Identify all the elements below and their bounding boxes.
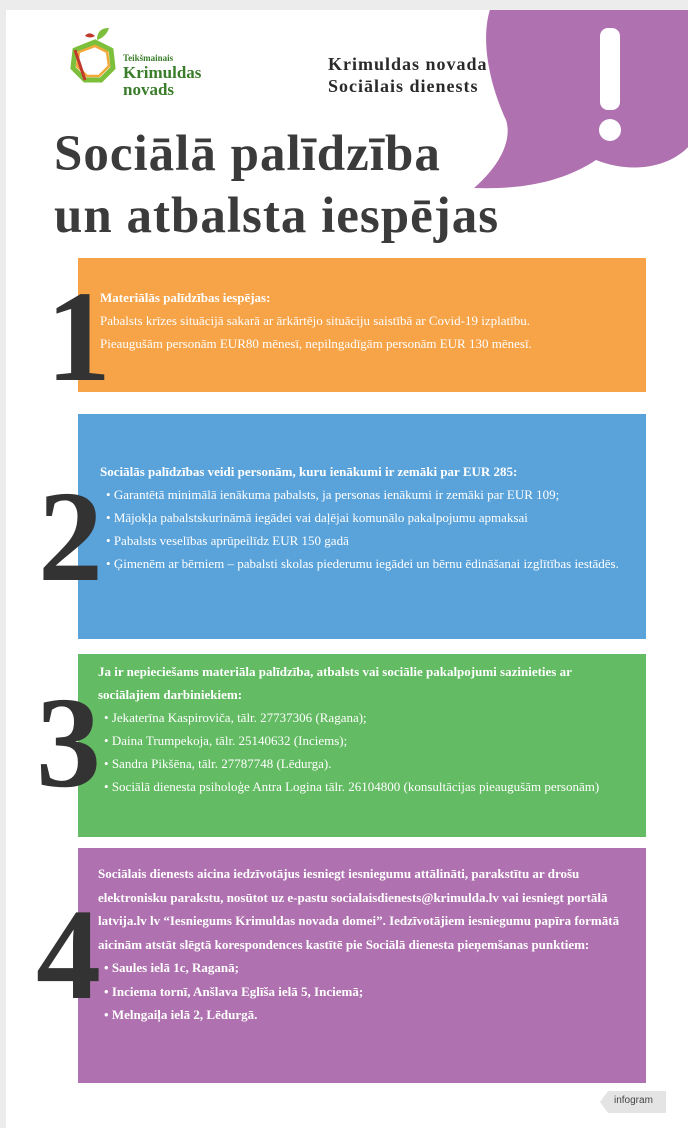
- section-3-number: 3: [36, 671, 101, 815]
- list-item: • Garantētā minimālā ienākuma pabalsts, ja personas ienākumi ir zemāki par EUR 109;: [100, 483, 636, 506]
- section-4-heading: Sociālais dienests aicina iedzīvotājus iesniegt iesniegumu attālināti, parakstītu ar drošu elektronisku parakstu, nosūtot uz e-pastu socialaisdienests@krimulda.lv vai iesniegt portālā latvija.lv lv “Iesniegums Krimuldas novada domei”. Iedzīvotājiem iesniegumu papīra formātā aicinām atstāt slēgtā korespondences kastītē pie Sociālā dienesta pieņemšanas punktiem:: [98, 866, 620, 952]
- section-3-heading: Ja ir nepieciešams materiāla palīdzība, atbalsts vai sociālie pakalpojumi sazinieties ar sociālajiem darbiniekiem:: [98, 664, 572, 702]
- section-1-heading: Materiālās palīdzības iespējas:: [100, 290, 271, 305]
- list-item: • Jekaterīna Kaspiroviča, tālr. 27737306 (Ragana);: [98, 706, 636, 729]
- service-name: [328, 53, 488, 97]
- infogram-label: infogram: [614, 1095, 653, 1106]
- service-line2: Sociālais dienests: [328, 76, 479, 96]
- list-item: • Sandra Pikšēna, tālr. 27787748 (Lēdurga).: [98, 752, 636, 775]
- service-line1: Krimuldas novada: [328, 54, 488, 74]
- page-title: [54, 123, 499, 247]
- logo-line3: novads: [123, 80, 175, 99]
- list-item: • Mājokļa pabalstskurināmā iegādei vai daļējai komunālo pakalpojumu apmaksai: [100, 506, 636, 529]
- title-line1: Sociālā palīdzība: [54, 126, 441, 182]
- list-item: • Sociālā dienesta psiholoģe Antra Logina tālr. 26104800 (konsultācijas pieaugušām personām): [98, 775, 636, 798]
- section-2-box: [78, 414, 646, 639]
- section-3-list: [98, 706, 636, 798]
- infogram-badge[interactable]: [600, 1091, 666, 1113]
- section-3-box: [78, 654, 646, 837]
- list-item: • Pabalsts veselības aprūpeilīdz EUR 150 gadā: [100, 529, 636, 552]
- section-2-list: [100, 483, 636, 575]
- section-2-number: 2: [38, 465, 103, 609]
- section-4-number: 4: [36, 883, 101, 1027]
- section-2-heading: Sociālās palīdzības veidi personām, kuru ienākumi ir zemāki par EUR 285:: [100, 464, 518, 479]
- section-4-list: [98, 956, 638, 1027]
- list-item: • Inciema tornī, Anšlava Eglīša ielā 5, Inciemā;: [98, 980, 638, 1004]
- logo-line1: Teikšmainais: [123, 53, 174, 63]
- section-1-line: Pabalsts krīzes situācijā sakarā ar ārkārtējo situāciju saistībā ar Covid-19 izplatību.: [100, 313, 530, 328]
- list-item: • Melngaiļa ielā 2, Lēdurgā.: [98, 1003, 638, 1027]
- section-4-box: [78, 848, 646, 1083]
- section-1-box: [78, 258, 646, 392]
- title-line2: un atbalsta iespējas: [54, 188, 500, 244]
- infographic-page: [6, 10, 688, 1128]
- section-1-number: 1: [46, 265, 111, 409]
- logo-line2: Krimuldas: [123, 63, 202, 82]
- section-1-line: Pieaugušām personām EUR80 mēnesī, nepilngadīgām personām EUR 130 mēnesī.: [100, 336, 532, 351]
- list-item: • Daina Trumpekoja, tālr. 25140632 (Inciems);: [98, 729, 636, 752]
- logo-text: [123, 54, 201, 98]
- list-item: • Ģimenēm ar bērniem – pabalsti skolas piederumu iegādei un bērnu ēdināšanai izglītības iestādēs.: [100, 552, 636, 575]
- list-item: • Saules ielā 1c, Raganā;: [98, 956, 638, 980]
